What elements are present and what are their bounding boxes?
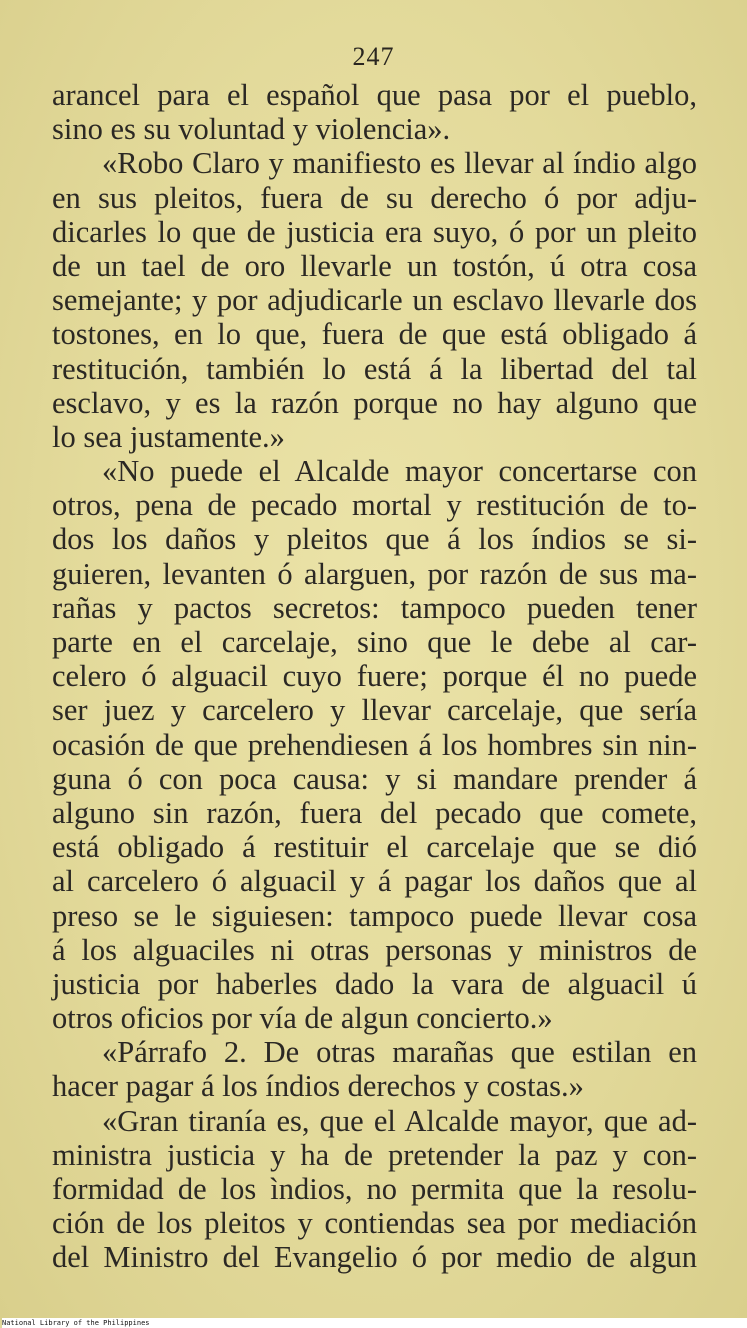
text-line: del Ministro del Evangelio ó por medio de algun: [52, 1240, 697, 1275]
page-number: 247: [352, 42, 395, 71]
text-line: á los alguaciles ni otras personas y ministros de: [52, 932, 697, 967]
text-line: ocasión de que prehendiesen á los hombres sin nin-: [52, 727, 697, 762]
text-line: dos los daños y pleitos que á los índios se si-: [52, 522, 697, 557]
text-line: alguno sin razón, fuera del pecado que comete,: [52, 795, 697, 830]
text-line: celero ó alguacil cuyo fuere; porque él no puede: [52, 659, 697, 694]
text-line: esclavo, y es la razón porque no hay alguno que: [52, 385, 697, 420]
text-line: tostones, en lo que, fuera de que está obligado á: [52, 317, 697, 352]
text-line: ser juez y carcelero y llevar carcelaje, que sería: [52, 693, 697, 728]
text-line: sino es su voluntad y violencia».: [52, 112, 451, 147]
text-line: rañas y pactos secretos: tampoco pueden tener: [52, 590, 697, 625]
text-line: guna ó con poca causa: y si mandare prender á: [52, 761, 697, 796]
text-line: al carcelero ó alguacil y á pagar los daños que al: [52, 864, 697, 899]
text-line: en sus pleitos, fuera de su derecho ó por adju-: [52, 180, 697, 215]
text-line: lo sea justamente.»: [52, 419, 285, 454]
text-line: ministra justicia y ha de pretender la paz y con-: [52, 1137, 697, 1172]
text-line: semejante; y por adjudicarle un esclavo llevarle dos: [52, 283, 697, 318]
text-line: parte en el carcelaje, sino que le debe al car-: [52, 625, 697, 659]
text-line: otros, pena de pecado mortal y restitución de to-: [52, 488, 697, 523]
text-line: hacer pagar á los índios derechos y costas.»: [52, 1069, 584, 1104]
text-line: está obligado á restituir el carcelaje que se dió: [52, 830, 697, 865]
text-line: guieren, levanten ó alarguen, por razón de sus ma-: [52, 556, 697, 591]
text-line: «Gran tiranía es, que el Alcalde mayor, que ad-: [102, 1103, 697, 1138]
library-credit: National Library of the Philippines: [2, 1318, 747, 1328]
text-line: «No puede el Alcalde mayor concertarse con: [102, 454, 697, 489]
text-line: ción de los pleitos y contiendas sea por mediación: [52, 1206, 697, 1241]
text-line: de un tael de oro llevarle un tostón, ú otra cosa: [52, 248, 697, 283]
text-line: «Robo Claro y manifiesto es llevar al índio algo: [102, 146, 697, 181]
text-line: formidad de los ìndios, no permita que la resolu-: [52, 1172, 697, 1206]
text-line: justicia por haberles dado la vara de alguacil ú: [52, 966, 697, 1001]
text-line: preso se le siguiesen: tampoco puede llevar cosa: [52, 898, 697, 933]
text-line: arancel para el español que pasa por el pueblo,: [52, 78, 697, 112]
body-text: [52, 78, 697, 1275]
text-line: restitución, también lo está á la libertad del tal: [52, 351, 697, 386]
text-line: dicarles lo que de justicia era suyo, ó por un pleito: [52, 214, 697, 249]
text-line: otros oficios por vía de algun concierto.»: [52, 1001, 553, 1036]
text-line: «Párrafo 2. De otras marañas que estilan en: [102, 1035, 697, 1070]
